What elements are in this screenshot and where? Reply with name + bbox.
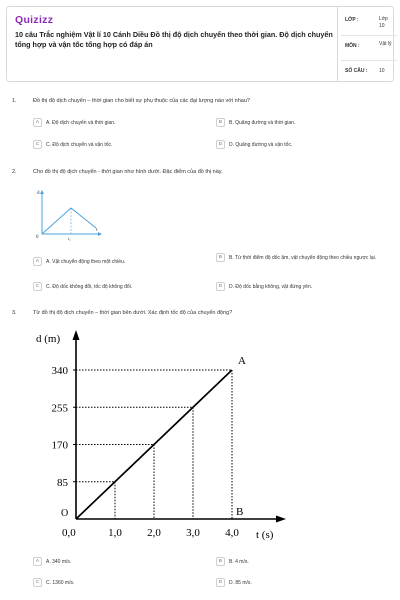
subject-value: Vật lý <box>379 41 392 47</box>
q2-t1-label: t₁ <box>68 236 71 241</box>
y-axis-label: d (m) <box>36 333 61 345</box>
question-number: 3. <box>12 310 17 316</box>
y-tick-label: 340 <box>51 365 68 377</box>
option-letter: C <box>33 140 42 149</box>
option-letter: D <box>216 282 225 291</box>
y-tick-label: 170 <box>51 439 68 452</box>
q2-figure <box>36 186 106 242</box>
question-number: 1. <box>12 98 17 104</box>
option-a[interactable] <box>33 118 115 127</box>
option-text: C. 1360 m/s. <box>46 579 75 586</box>
count-label: SỐ CÂU : <box>345 68 368 74</box>
x-tick-label: 1,0 <box>108 527 122 539</box>
option-letter: B <box>216 253 225 262</box>
y-tick-label: 85 <box>57 476 68 489</box>
question-text: Từ đồ thị độ dịch chuyển – thời gian bên dưới. Xác định tốc độ của chuyển động? <box>33 310 233 316</box>
x-tick-label: 0,0 <box>62 527 76 539</box>
question-number: 2. <box>12 169 17 175</box>
meta-divider <box>341 60 397 61</box>
option-letter: C <box>33 578 42 587</box>
subject-label: MÔN : <box>345 43 360 49</box>
option-text: D. Quãng đường và vận tốc. <box>229 141 293 148</box>
x-axis-arrow <box>276 516 286 523</box>
option-d[interactable] <box>216 140 292 149</box>
q2-d-label: d <box>37 191 40 196</box>
option-d[interactable] <box>216 282 312 291</box>
class-label: LỚP : <box>345 17 359 23</box>
y-axis-arrow <box>73 330 80 340</box>
x-tick-label: 2,0 <box>147 527 161 539</box>
option-letter: C <box>33 282 42 291</box>
option-text: D. 85 m/s. <box>229 579 252 586</box>
option-b[interactable] <box>216 253 391 262</box>
option-text: A. Độ dịch chuyển và thời gian. <box>46 119 116 126</box>
meta-divider <box>341 35 397 36</box>
x-axis-label: t (s) <box>256 529 274 541</box>
count-value: 10 <box>379 68 385 74</box>
q2-x-arrow <box>98 232 102 236</box>
option-b[interactable] <box>216 118 295 127</box>
point-label-b: B <box>236 506 244 518</box>
option-a[interactable] <box>33 557 71 566</box>
option-text: C. Độ dịch chuyển và vận tốc. <box>46 141 113 148</box>
q2-t-label: t <box>96 228 98 233</box>
option-letter: D <box>216 578 225 587</box>
question-text: Cho đồ thị độ dịch chuyển - thời gian như hình dưới. Đặc điểm của đồ thị này. <box>33 169 223 175</box>
option-letter: A <box>33 557 42 566</box>
document-title: 10 câu Trắc nghiệm Vật lí 10 Cánh Diều Đồ thị độ dịch chuyển theo thời gian. Độ dịch chuyển tổng hợp và vận tốc tổng hợp có đáp án <box>15 30 333 49</box>
point-label-a: A <box>238 355 246 367</box>
option-text: A. 340 m/s. <box>46 558 72 565</box>
class-value: Lớp 10 <box>379 16 388 29</box>
option-c[interactable] <box>33 578 74 587</box>
q2-graph-line <box>42 208 96 234</box>
option-letter: A <box>33 257 42 266</box>
option-letter: B <box>216 557 225 566</box>
q2-origin-label: 0 <box>36 235 39 240</box>
option-letter: B <box>216 118 225 127</box>
option-letter: A <box>33 118 42 127</box>
x-tick-label: 4,0 <box>225 527 239 539</box>
option-a[interactable] <box>33 257 125 266</box>
option-c[interactable] <box>33 282 132 291</box>
option-text: B. 4 m/s. <box>229 558 249 565</box>
header-divider <box>337 7 338 81</box>
quizizz-logo: Quizizz <box>15 14 54 26</box>
option-c[interactable] <box>33 140 112 149</box>
q3-chart <box>30 322 300 552</box>
option-text: A. Vật chuyển động theo một chiều. <box>46 258 126 265</box>
option-b[interactable] <box>216 557 249 566</box>
x-tick-label: 3,0 <box>186 527 200 539</box>
option-text: B. Quãng đường và thời gian. <box>229 119 296 126</box>
option-text: B. Từ thời điểm độ dốc âm, vật chuyển động theo chiều ngược lại. <box>229 254 377 261</box>
option-letter: D <box>216 140 225 149</box>
option-text: C. Độ dốc không đổi, tốc độ không đổi. <box>46 283 133 290</box>
q2-y-arrow <box>40 190 44 194</box>
header-box <box>6 6 394 82</box>
option-text: D. Độ dốc bằng không, vật đứng yên. <box>229 283 313 290</box>
y-tick-label: 255 <box>51 402 68 415</box>
question-text: Đồ thị độ dịch chuyển – thời gian cho biết sự phụ thuộc của các đại lượng nào với nhau? <box>33 98 250 104</box>
origin-label: O <box>61 508 69 519</box>
option-d[interactable] <box>216 578 252 587</box>
